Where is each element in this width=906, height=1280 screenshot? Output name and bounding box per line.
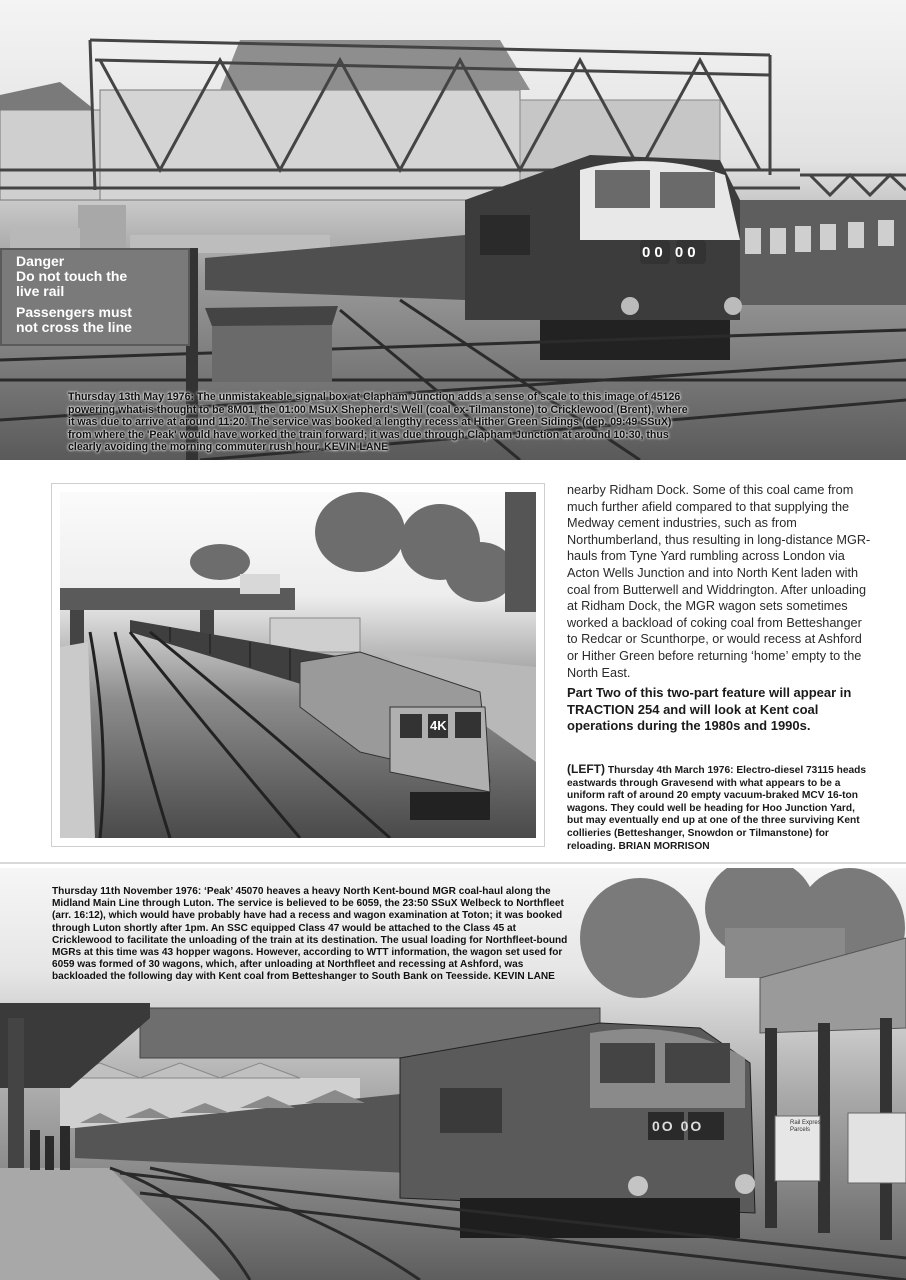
middle-photo-illustration bbox=[60, 492, 536, 838]
caption-lead: (LEFT) bbox=[567, 762, 605, 776]
top-photo bbox=[0, 0, 906, 460]
article-body-text: nearby Ridham Dock. Some of this coal came from much further afield compared to that supplying the Medway cement industries, such as from Northumberland, thus resulting in long-distance MGR-hauls from Tyne Yard rumbling across London via Acton Wells Junction and into North Kent laden with coal from Butterwell and Widdrington. After unloading at Ridham Dock, the MGR wagon sets sometimes worked a backload of coking coal from Betteshanger to Redcar or Scunthorpe, or would recess at Ashford or Hither Green before returning ‘home’ empty to the North East. bbox=[567, 483, 871, 680]
van-lettering: Rail Express Parcels bbox=[790, 1120, 824, 1133]
top-loco-headcode: 00 00 bbox=[642, 244, 700, 261]
bottom-loco-headcode: 0O 0O bbox=[652, 1118, 704, 1134]
section-divider bbox=[0, 862, 906, 864]
middle-loco-headcode: 4K bbox=[430, 718, 447, 733]
bottom-photo-caption: Thursday 11th November 1976: ‘Peak’ 45070 heaves a heavy North Kent-bound MGR coal-haul along the Midland Main Line through Luton. The service is believed to be 6059, the 23:50 SSuX Welbeck to Northfleet (arr. 16:12), which would have probably have had a recess and wagon examination at Toton; it was booked through Luton shortly after 1pm. An SSC equipped Class 47 would be attached to the Class 45 at Cricklewood to facilitate the unloading of the train at its destination. The usual loading for Northfleet-bound MGRs at this time was 43 hopper wagons. However, according to WTT information, the wagon set used for 6059 was formed of 30 wagons, which, after unloading at Northfleet and recessing at Ashford, was backloaded the following day with Kent coal from Betteshanger to South Bank on Teesside. KEVIN LANE bbox=[52, 886, 568, 983]
danger-sign bbox=[0, 248, 190, 346]
bottom-photo bbox=[0, 868, 906, 1280]
feature-note: Part Two of this two-part feature will appear in TRACTION 254 and will look at Kent coal operations during the 1980s and 1990s. bbox=[567, 685, 852, 733]
middle-caption-text: Thursday 4th March 1976: Electro-diesel 73115 heads eastwards through Gravesend with what appears to be a uniform raft of around 20 empty vacuum-braked MCV 16-ton wagons. They could well be heading for Hoo Junction Yard, but may eventually end up at one of the three surviving Kent collieries (Betteshanger, Snowdon or Tilmanstone) for reloading. BRIAN MORRISON bbox=[567, 765, 867, 852]
danger-sign-line3: Passengers must not cross the line bbox=[16, 304, 132, 335]
middle-photo-caption bbox=[567, 763, 867, 853]
danger-sign-line1: Danger bbox=[16, 253, 65, 269]
top-photo-caption: Thursday 13th May 1976: The unmistakeable signal box at Clapham Junction adds a sense of scale to this image of 45126 powering what is thought to be 8M01, the 01:00 MSuX Shepherd's Well (coal ex-Tilmanstone) to Cricklewood (Brent), where it was due to arrive at around 11:20. The service was booked a lengthy recess at Hither Green Sidings (dep. 09:49 SSuX) from where the 'Peak' would have worked the train forward; it was due through Clapham Junction at around 10:30, thus clearly avoiding the morning commuter rush hour. KEVIN LANE bbox=[68, 391, 688, 454]
middle-photo bbox=[52, 484, 544, 846]
danger-sign-line2: Do not touch the live rail bbox=[16, 268, 128, 299]
